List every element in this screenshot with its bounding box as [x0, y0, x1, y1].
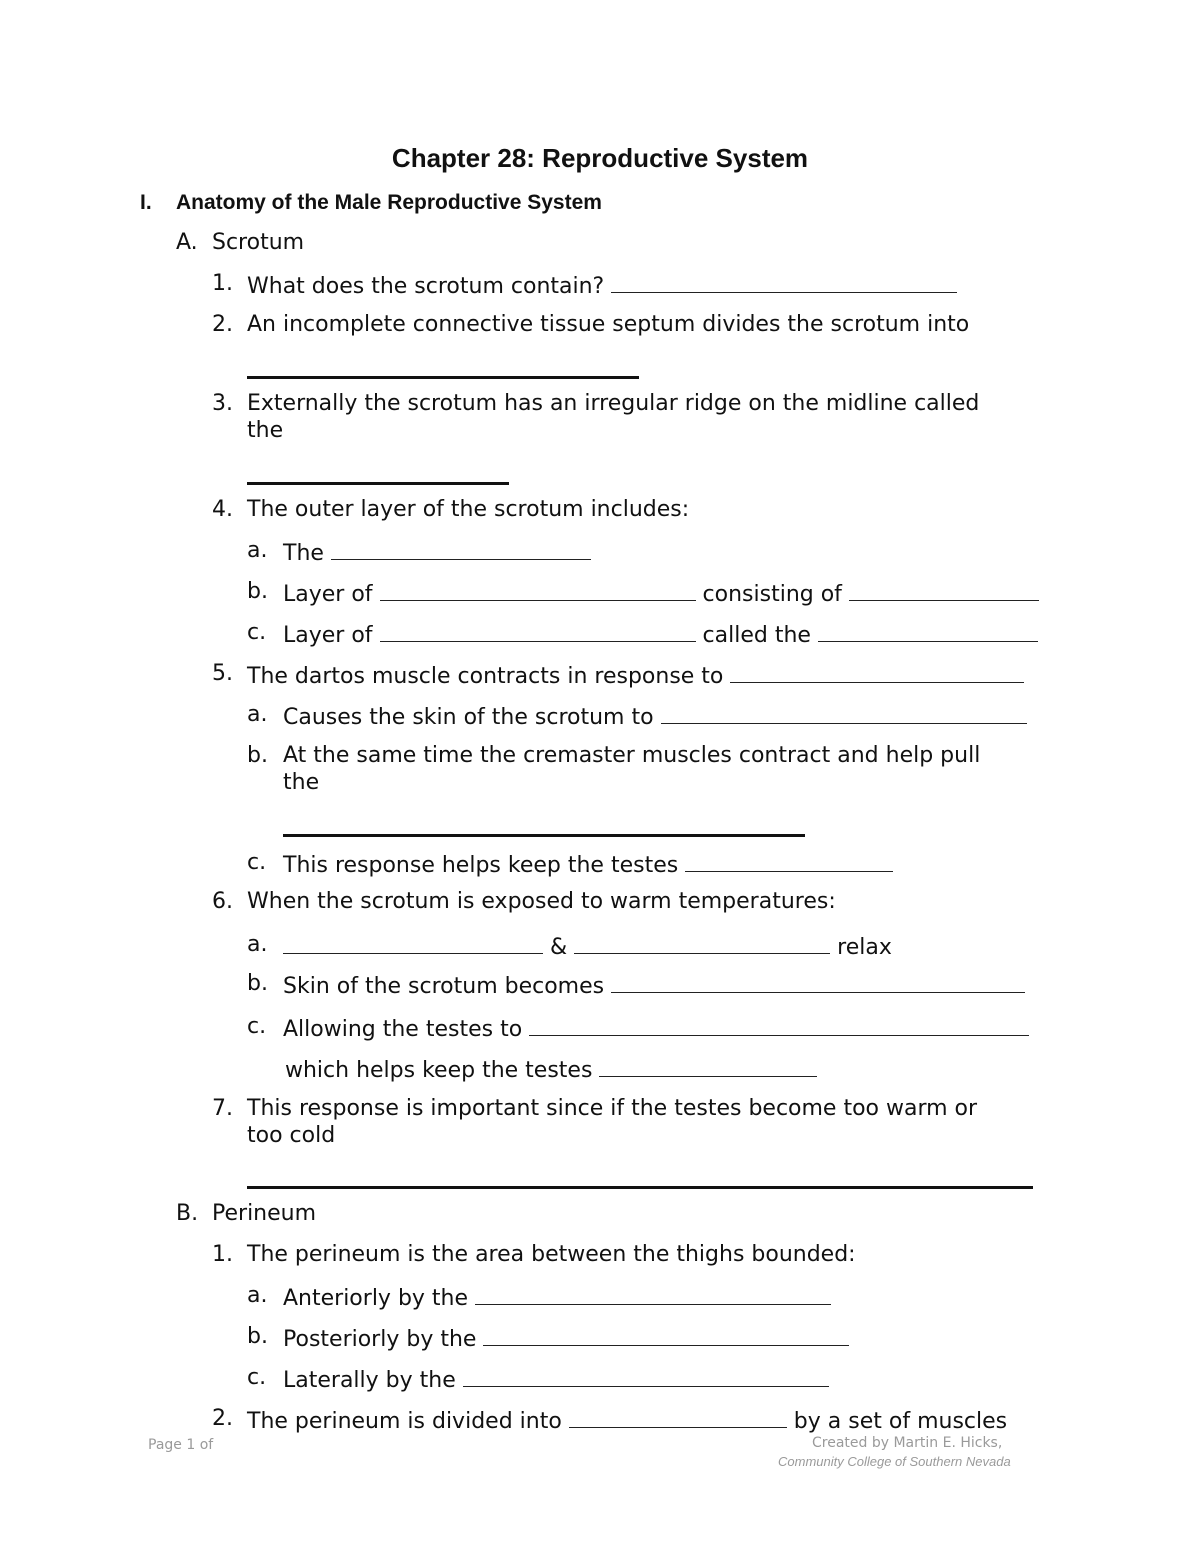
question-text: The perineum is the area between the thighs bounded:	[247, 1242, 856, 1267]
page-number: Page 1 of	[148, 1437, 214, 1453]
question-text-continued: too cold	[247, 1123, 336, 1148]
item-text: Skin of the scrotum becomes	[283, 970, 1025, 1001]
subsection-heading: Scrotum	[212, 230, 305, 255]
answer-blank[interactable]	[475, 1282, 831, 1305]
item-text-continued: the	[283, 770, 320, 795]
item-text: Layer of consisting of	[283, 578, 1039, 609]
answer-blank[interactable]	[483, 1323, 849, 1346]
page-title: Chapter 28: Reproductive System	[391, 143, 809, 173]
section-heading: Anatomy of the Male Reproductive System	[176, 191, 602, 214]
answer-blank[interactable]	[818, 619, 1038, 642]
footer-credit: Created by Martin E. Hicks,	[812, 1435, 1003, 1451]
answer-blank[interactable]	[849, 578, 1039, 601]
answer-blank[interactable]	[569, 1405, 787, 1428]
item-text: Anteriorly by the	[283, 1282, 831, 1313]
question-text: Externally the scrotum has an irregular ridge on the midline called	[247, 391, 980, 416]
answer-blank[interactable]	[283, 931, 543, 954]
question-text: The outer layer of the scrotum includes:	[247, 497, 690, 522]
subsection-letter: A.	[176, 230, 198, 255]
item-letter: a.	[247, 932, 268, 957]
answer-blank[interactable]	[685, 849, 893, 872]
item-letter: b.	[247, 1324, 268, 1349]
subsection-letter: B.	[176, 1201, 199, 1226]
question-text: What does the scrotum contain?	[247, 270, 957, 301]
answer-blank[interactable]	[463, 1364, 829, 1387]
item-text-continued: which helps keep the testes	[285, 1054, 817, 1085]
answer-blank[interactable]	[331, 537, 591, 560]
answer-blank[interactable]	[529, 1013, 1029, 1036]
question-text: When the scrotum is exposed to warm temperatures:	[247, 889, 836, 914]
answer-blank[interactable]	[730, 660, 1024, 683]
item-text: Allowing the testes to	[283, 1013, 1029, 1044]
question-number: 2.	[212, 312, 233, 337]
item-text: Laterally by the	[283, 1364, 829, 1395]
question-text: The perineum is divided into by a set of muscles	[247, 1405, 1007, 1436]
question-number: 1.	[212, 271, 233, 296]
answer-line[interactable]	[247, 1186, 1033, 1189]
item-letter: b.	[247, 971, 268, 996]
answer-line[interactable]	[247, 482, 509, 485]
item-text: & relax	[283, 931, 892, 962]
item-text: The	[283, 537, 591, 568]
footer-institution: Community College of Southern Nevada	[778, 1454, 1011, 1469]
item-letter: c.	[247, 1365, 267, 1390]
item-letter: b.	[247, 743, 268, 768]
question-number: 5.	[212, 661, 233, 686]
question-text: This response is important since if the testes become too warm or	[247, 1096, 978, 1121]
question-number: 2.	[212, 1406, 233, 1431]
item-text: This response helps keep the testes	[283, 849, 893, 880]
answer-blank[interactable]	[661, 701, 1027, 724]
answer-blank[interactable]	[380, 578, 696, 601]
item-letter: c.	[247, 620, 267, 645]
answer-blank[interactable]	[380, 619, 696, 642]
answer-blank[interactable]	[611, 270, 957, 293]
question-number: 3.	[212, 391, 233, 416]
question-text: The dartos muscle contracts in response to	[247, 660, 1024, 691]
item-text: At the same time the cremaster muscles contract and help pull	[283, 743, 981, 768]
question-number: 7.	[212, 1096, 233, 1121]
section-number: I.	[140, 191, 152, 214]
item-text: Causes the skin of the scrotum to	[283, 701, 1027, 732]
item-text: Layer of called the	[283, 619, 1038, 650]
item-letter: c.	[247, 1014, 267, 1039]
answer-line[interactable]	[283, 834, 805, 837]
answer-blank[interactable]	[611, 970, 1025, 993]
question-number: 1.	[212, 1242, 233, 1267]
question-number: 4.	[212, 497, 233, 522]
item-letter: a.	[247, 702, 268, 727]
answer-blank[interactable]	[599, 1054, 817, 1077]
answer-line[interactable]	[247, 376, 639, 379]
question-text: An incomplete connective tissue septum divides the scrotum into	[247, 312, 970, 337]
item-letter: a.	[247, 1283, 268, 1308]
item-letter: b.	[247, 579, 268, 604]
item-letter: c.	[247, 850, 267, 875]
answer-blank[interactable]	[574, 931, 830, 954]
item-text: Posteriorly by the	[283, 1323, 849, 1354]
question-number: 6.	[212, 889, 233, 914]
question-text-continued: the	[247, 418, 284, 443]
subsection-heading: Perineum	[212, 1201, 317, 1226]
item-letter: a.	[247, 538, 268, 563]
